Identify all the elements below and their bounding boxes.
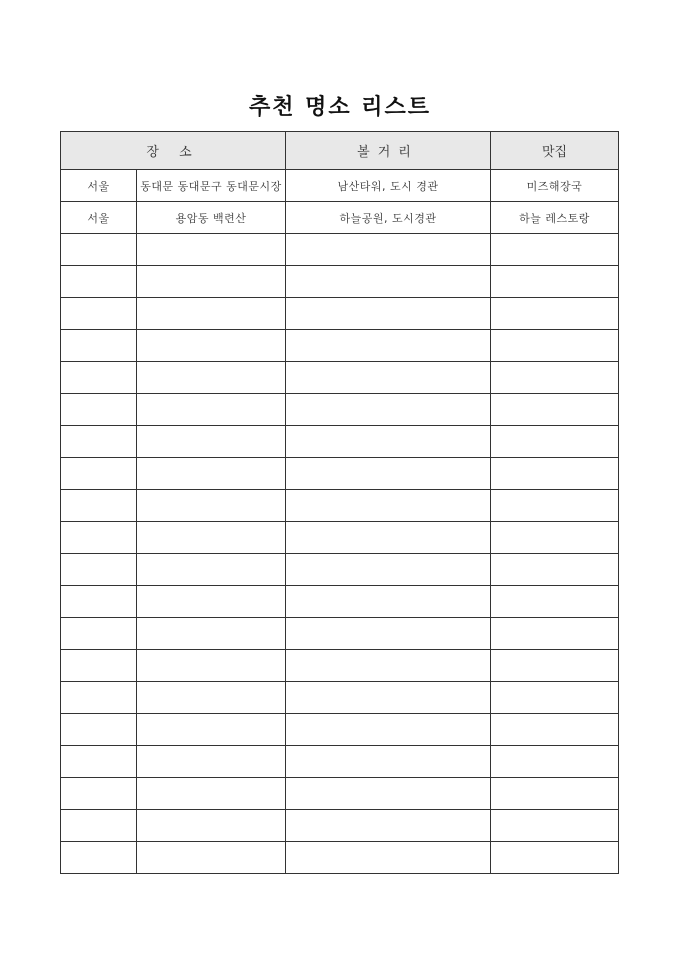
cell-food [491, 554, 619, 586]
cell-place [137, 554, 286, 586]
cell-sights [286, 618, 491, 650]
cell-place [137, 426, 286, 458]
cell-sights [286, 778, 491, 810]
header-sights: 볼거리 [286, 132, 491, 170]
cell-place [137, 298, 286, 330]
cell-region [61, 586, 137, 618]
cell-sights: 남산타워, 도시 경관 [286, 170, 491, 202]
cell-region [61, 714, 137, 746]
cell-sights [286, 458, 491, 490]
cell-sights [286, 522, 491, 554]
cell-place: 동대문 동대문구 동대문시장 [137, 170, 286, 202]
table-row [61, 426, 619, 458]
cell-region [61, 522, 137, 554]
table-row [61, 170, 619, 202]
cell-sights [286, 362, 491, 394]
cell-region [61, 778, 137, 810]
cell-sights [286, 810, 491, 842]
cell-sights: 하늘공원, 도시경관 [286, 202, 491, 234]
cell-food [491, 586, 619, 618]
table-row [61, 682, 619, 714]
cell-sights [286, 746, 491, 778]
cell-region: 서울 [61, 170, 137, 202]
cell-food [491, 842, 619, 874]
cell-food [491, 426, 619, 458]
table-row [61, 202, 619, 234]
cell-place [137, 714, 286, 746]
cell-region [61, 746, 137, 778]
table-row [61, 810, 619, 842]
cell-place [137, 682, 286, 714]
cell-region [61, 650, 137, 682]
cell-food [491, 330, 619, 362]
cell-food [491, 714, 619, 746]
table-row [61, 522, 619, 554]
cell-region [61, 810, 137, 842]
table-row [61, 714, 619, 746]
cell-sights [286, 554, 491, 586]
cell-place [137, 810, 286, 842]
cell-sights [286, 394, 491, 426]
cell-place [137, 650, 286, 682]
cell-sights [286, 426, 491, 458]
cell-food [491, 362, 619, 394]
cell-food [491, 778, 619, 810]
table-row [61, 650, 619, 682]
table-row [61, 330, 619, 362]
cell-region [61, 426, 137, 458]
recommended-places-table [60, 131, 619, 874]
cell-region: 서울 [61, 202, 137, 234]
cell-food [491, 682, 619, 714]
cell-region [61, 682, 137, 714]
cell-place [137, 330, 286, 362]
cell-region [61, 298, 137, 330]
cell-food [491, 234, 619, 266]
cell-sights [286, 650, 491, 682]
cell-food [491, 618, 619, 650]
cell-sights [286, 298, 491, 330]
table-row [61, 298, 619, 330]
table-row [61, 266, 619, 298]
cell-place [137, 394, 286, 426]
cell-sights [286, 586, 491, 618]
cell-place [137, 842, 286, 874]
cell-region [61, 458, 137, 490]
cell-sights [286, 682, 491, 714]
cell-region [61, 266, 137, 298]
cell-place [137, 490, 286, 522]
cell-place [137, 778, 286, 810]
cell-sights [286, 266, 491, 298]
cell-food: 하늘 레스토랑 [491, 202, 619, 234]
cell-sights [286, 234, 491, 266]
cell-food [491, 650, 619, 682]
cell-food [491, 458, 619, 490]
cell-place [137, 746, 286, 778]
cell-sights [286, 330, 491, 362]
cell-place [137, 266, 286, 298]
cell-place: 용암동 백련산 [137, 202, 286, 234]
table-header-row [61, 132, 619, 170]
cell-food [491, 810, 619, 842]
table-row [61, 234, 619, 266]
table-row [61, 778, 619, 810]
cell-food [491, 522, 619, 554]
cell-sights [286, 842, 491, 874]
header-food: 맛집 [491, 132, 619, 170]
cell-region [61, 234, 137, 266]
cell-place [137, 618, 286, 650]
cell-sights [286, 490, 491, 522]
cell-region [61, 490, 137, 522]
cell-region [61, 362, 137, 394]
header-place: 장 소 [61, 132, 286, 170]
cell-place [137, 362, 286, 394]
cell-place [137, 522, 286, 554]
table-row [61, 586, 619, 618]
table-row [61, 458, 619, 490]
cell-place [137, 586, 286, 618]
cell-region [61, 618, 137, 650]
cell-sights [286, 714, 491, 746]
page-title: 추천 명소 리스트 [248, 94, 432, 120]
table-row [61, 362, 619, 394]
cell-food [491, 266, 619, 298]
cell-food [491, 746, 619, 778]
cell-region [61, 554, 137, 586]
table-row [61, 554, 619, 586]
table-row [61, 618, 619, 650]
cell-region [61, 330, 137, 362]
table-row [61, 746, 619, 778]
cell-food [491, 394, 619, 426]
cell-region [61, 394, 137, 426]
cell-region [61, 842, 137, 874]
table-row [61, 490, 619, 522]
table-row [61, 394, 619, 426]
cell-food [491, 298, 619, 330]
cell-food [491, 490, 619, 522]
cell-place [137, 458, 286, 490]
table-row [61, 842, 619, 874]
cell-place [137, 234, 286, 266]
cell-food: 미즈해장국 [491, 170, 619, 202]
